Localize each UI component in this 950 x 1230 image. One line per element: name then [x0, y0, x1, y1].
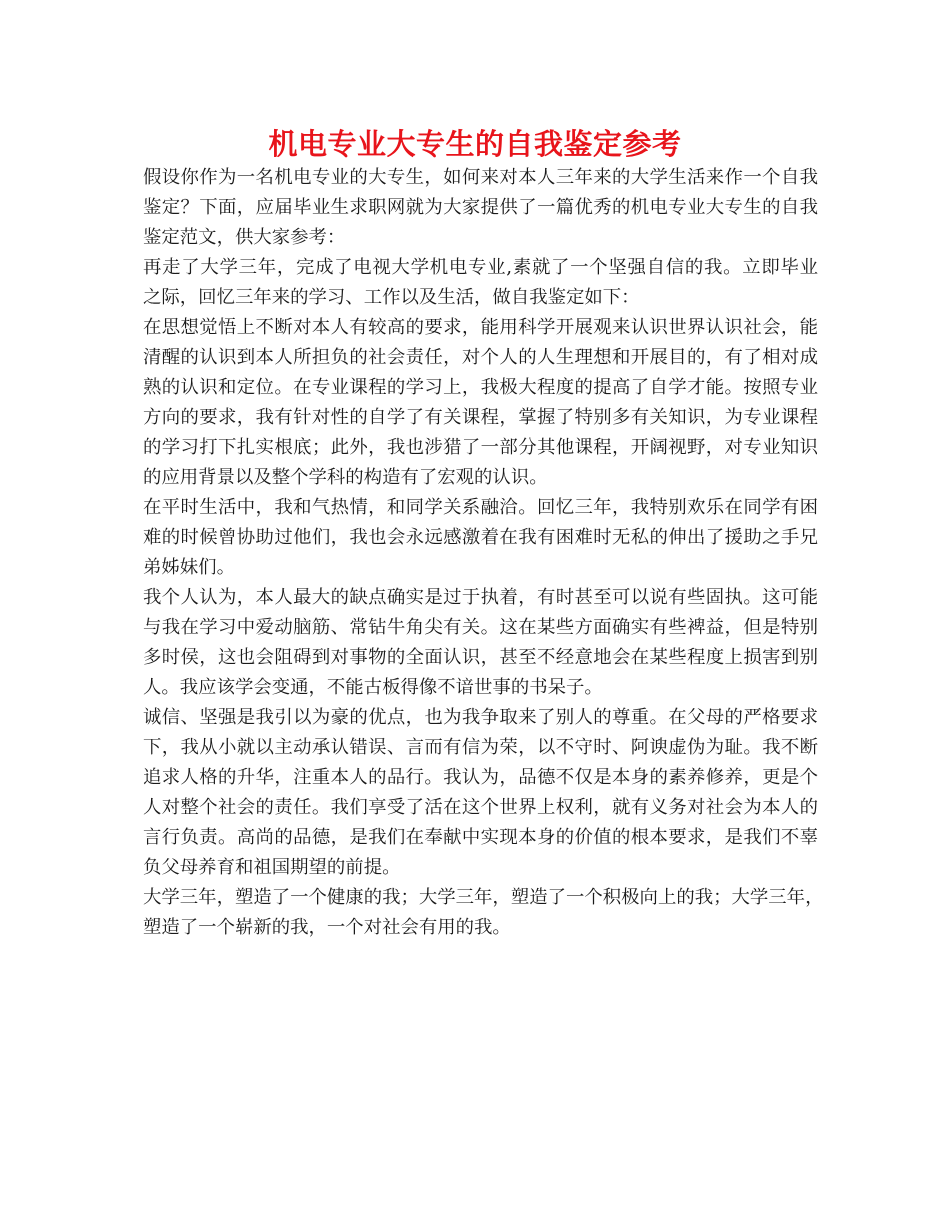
text-line: 再走了大学三年，完成了电视大学机电专业,素就了一个坚强自信的我。立即毕业 [143, 257, 818, 278]
text-line: 追求人格的升华，注重本人的品行。我认为，品德不仅是本身的素养修养，更是个 [143, 767, 818, 788]
text-line: 在思想觉悟上不断对本人有较高的要求，能用科学开展观来认识世界认识社会，能 [143, 317, 818, 338]
text-line: 我个人认为，本人最大的缺点确实是过于执着，有时甚至可以说有些固执。这可能 [143, 587, 818, 608]
text-line: 的应用背景以及整个学科的构造有了宏观的认识。 [143, 467, 548, 488]
text-line: 鉴定范文，供大家参考： [143, 227, 346, 248]
document-title: 机电专业大专生的自我鉴定参考 [268, 127, 682, 161]
text-line: 难的时候曾协助过他们，我也会永远感激着在我有困难时无私的伸出了援助之手兄 [143, 527, 818, 548]
document-body [143, 163, 824, 943]
text-line: 诚信、坚强是我引以为豪的优点，也为我争取来了别人的尊重。在父母的严格要求 [143, 707, 818, 728]
paragraph [143, 163, 818, 253]
paragraph [143, 703, 818, 883]
text-line: 大学三年，塑造了一个健康的我；大学三年，塑造了一个积极向上的我；大学三年， [143, 887, 824, 908]
text-line: 人。我应该学会变通，不能古板得像不谙世事的书呆子。 [143, 677, 603, 698]
text-line: 方向的要求，我有针对性的自学了有关课程，掌握了特别多有关知识，为专业课程 [143, 407, 818, 428]
text-line: 熟的认识和定位。在专业课程的学习上，我极大程度的提高了自学才能。按照专业 [143, 377, 818, 398]
text-line: 鉴定？下面，应届毕业生求职网就为大家提供了一篇优秀的机电专业大专生的自我 [143, 197, 818, 218]
paragraph [143, 313, 818, 493]
text-line: 多时侯，这也会阻碍到对事物的全面认识，甚至不经意地会在某些程度上损害到别 [143, 647, 818, 668]
text-line: 负父母养育和祖国期望的前提。 [143, 857, 401, 878]
paragraph [143, 493, 818, 583]
text-line: 之际，回忆三年来的学习、工作以及生活，做自我鉴定如下： [143, 287, 640, 308]
text-line: 假设你作为一名机电专业的大专生，如何来对本人三年来的大学生活来作一个自我 [143, 167, 818, 188]
text-line: 的学习打下扎实根底；此外，我也涉猎了一部分其他课程，开阔视野，对专业知识 [143, 437, 818, 458]
text-line: 下，我从小就以主动承认错误、言而有信为荣，以不守时、阿谀虚伪为耻。我不断 [143, 737, 818, 758]
text-line: 人对整个社会的责任。我们享受了活在这个世界上权利，就有义务对社会为本人的 [143, 797, 818, 818]
paragraph [143, 583, 818, 703]
text-line: 清醒的认识到本人所担负的社会责任，对个人的人生理想和开展目的，有了相对成 [143, 347, 818, 368]
text-line: 弟姊妹们。 [143, 557, 235, 578]
text-line: 言行负责。高尚的品德，是我们在奉献中实现本身的价值的根本要求，是我们不辜 [143, 827, 818, 848]
text-line: 塑造了一个崭新的我，一个对社会有用的我。 [143, 917, 511, 938]
text-line: 在平时生活中，我和气热情，和同学关系融洽。回忆三年，我特别欢乐在同学有困 [143, 497, 818, 518]
paragraph [143, 253, 818, 313]
paragraph [143, 883, 824, 943]
text-line: 与我在学习中爱动脑筋、常钻牛角尖有关。这在某些方面确实有些裨益，但是特别 [143, 617, 818, 638]
